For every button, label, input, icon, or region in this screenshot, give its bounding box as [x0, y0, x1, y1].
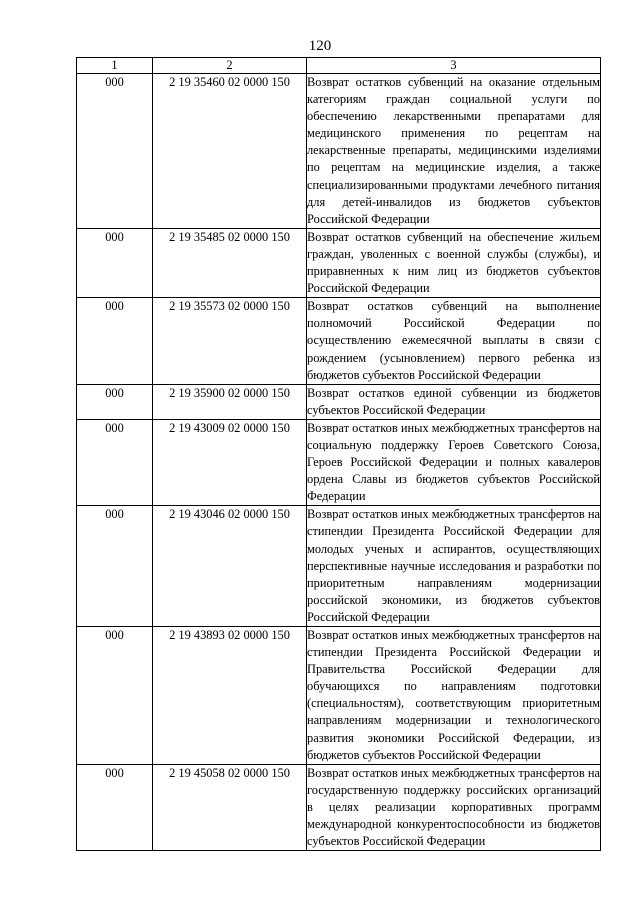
- page-number: 120: [308, 38, 332, 54]
- column-header-2: 2: [153, 58, 307, 74]
- description-cell: Возврат остатков иных межбюджетных трансфертов на государственную поддержку российских организаций в целях реализации корпоративных программ международной конкурентоспособности из бюджетов субъектов Российской Федерации: [307, 764, 601, 850]
- description-cell: Возврат остатков субвенций на выполнение полномочий Российской Федерации по осуществлению ежемесячной выплаты в связи с рождением (усыновлением) первого ребенка из бюджетов субъектов Российской Федерации: [307, 298, 601, 384]
- table-row: [77, 506, 601, 627]
- table-row: [77, 228, 601, 297]
- table-row: [77, 627, 601, 765]
- table-row: [77, 74, 601, 229]
- admin-code-cell: 000: [77, 384, 153, 419]
- admin-code-cell: 000: [77, 298, 153, 384]
- description-cell: Возврат остатков иных межбюджетных трансфертов на стипендии Президента Российской Федерации для молодых ученых и аспирантов, осуществляющих перспективные научные исследования и разработки по приоритетным направлениям модернизации российской экономики, из бюджетов субъектов Российской Федерации: [307, 506, 601, 627]
- income-code-cell: 2 19 43009 02 0000 150: [153, 419, 307, 505]
- admin-code-cell: 000: [77, 506, 153, 627]
- income-code-cell: 2 19 43046 02 0000 150: [153, 506, 307, 627]
- table-row: [77, 764, 601, 850]
- income-code-cell: 2 19 43893 02 0000 150: [153, 627, 307, 765]
- income-code-cell: 2 19 45058 02 0000 150: [153, 764, 307, 850]
- header-row: [77, 58, 601, 74]
- admin-code-cell: 000: [77, 74, 153, 229]
- description-cell: Возврат остатков единой субвенции из бюджетов субъектов Российской Федерации: [307, 384, 601, 419]
- table-row: [77, 298, 601, 384]
- admin-code-cell: 000: [77, 228, 153, 297]
- admin-code-cell: 000: [77, 419, 153, 505]
- description-cell: Возврат остатков субвенций на обеспечение жильем граждан, уволенных с военной службы (службы), и приравненных к ним лиц из бюджетов субъектов Российской Федерации: [307, 228, 601, 297]
- table-row: [77, 419, 601, 505]
- description-cell: Возврат остатков иных межбюджетных трансфертов на социальную поддержку Героев Советского Союза, Героев Российской Федерации и полных кавалеров ордена Славы из бюджетов субъектов Российской Федерации: [307, 419, 601, 505]
- description-cell: Возврат остатков субвенций на оказание отдельным категориям граждан социальной услуги по обеспечению лекарственными препаратами для медицинского применения по рецептам на лекарственные препараты, медицинскими изделиями по рецептам на медицинские изделия, а также специализированными продуктами лечебного питания для детей-инвалидов из бюджетов субъектов Российской Федерации: [307, 74, 601, 229]
- income-code-cell: 2 19 35900 02 0000 150: [153, 384, 307, 419]
- income-code-cell: 2 19 35485 02 0000 150: [153, 228, 307, 297]
- description-cell: Возврат остатков иных межбюджетных трансфертов на стипендии Президента Российской Федерации и Правительства Российской Федерации для обучающихся по направлениям подготовки (специальностям), соответствующим приоритетным направлениям модернизации и технологического развития экономики Российской Федерации, из бюджетов субъектов Российской Федерации: [307, 627, 601, 765]
- income-code-cell: 2 19 35460 02 0000 150: [153, 74, 307, 229]
- admin-code-cell: 000: [77, 764, 153, 850]
- column-header-1: 1: [77, 58, 153, 74]
- income-code-cell: 2 19 35573 02 0000 150: [153, 298, 307, 384]
- admin-code-cell: 000: [77, 627, 153, 765]
- table-row: [77, 384, 601, 419]
- budget-codes-table: [76, 57, 601, 851]
- column-header-3: 3: [307, 58, 601, 74]
